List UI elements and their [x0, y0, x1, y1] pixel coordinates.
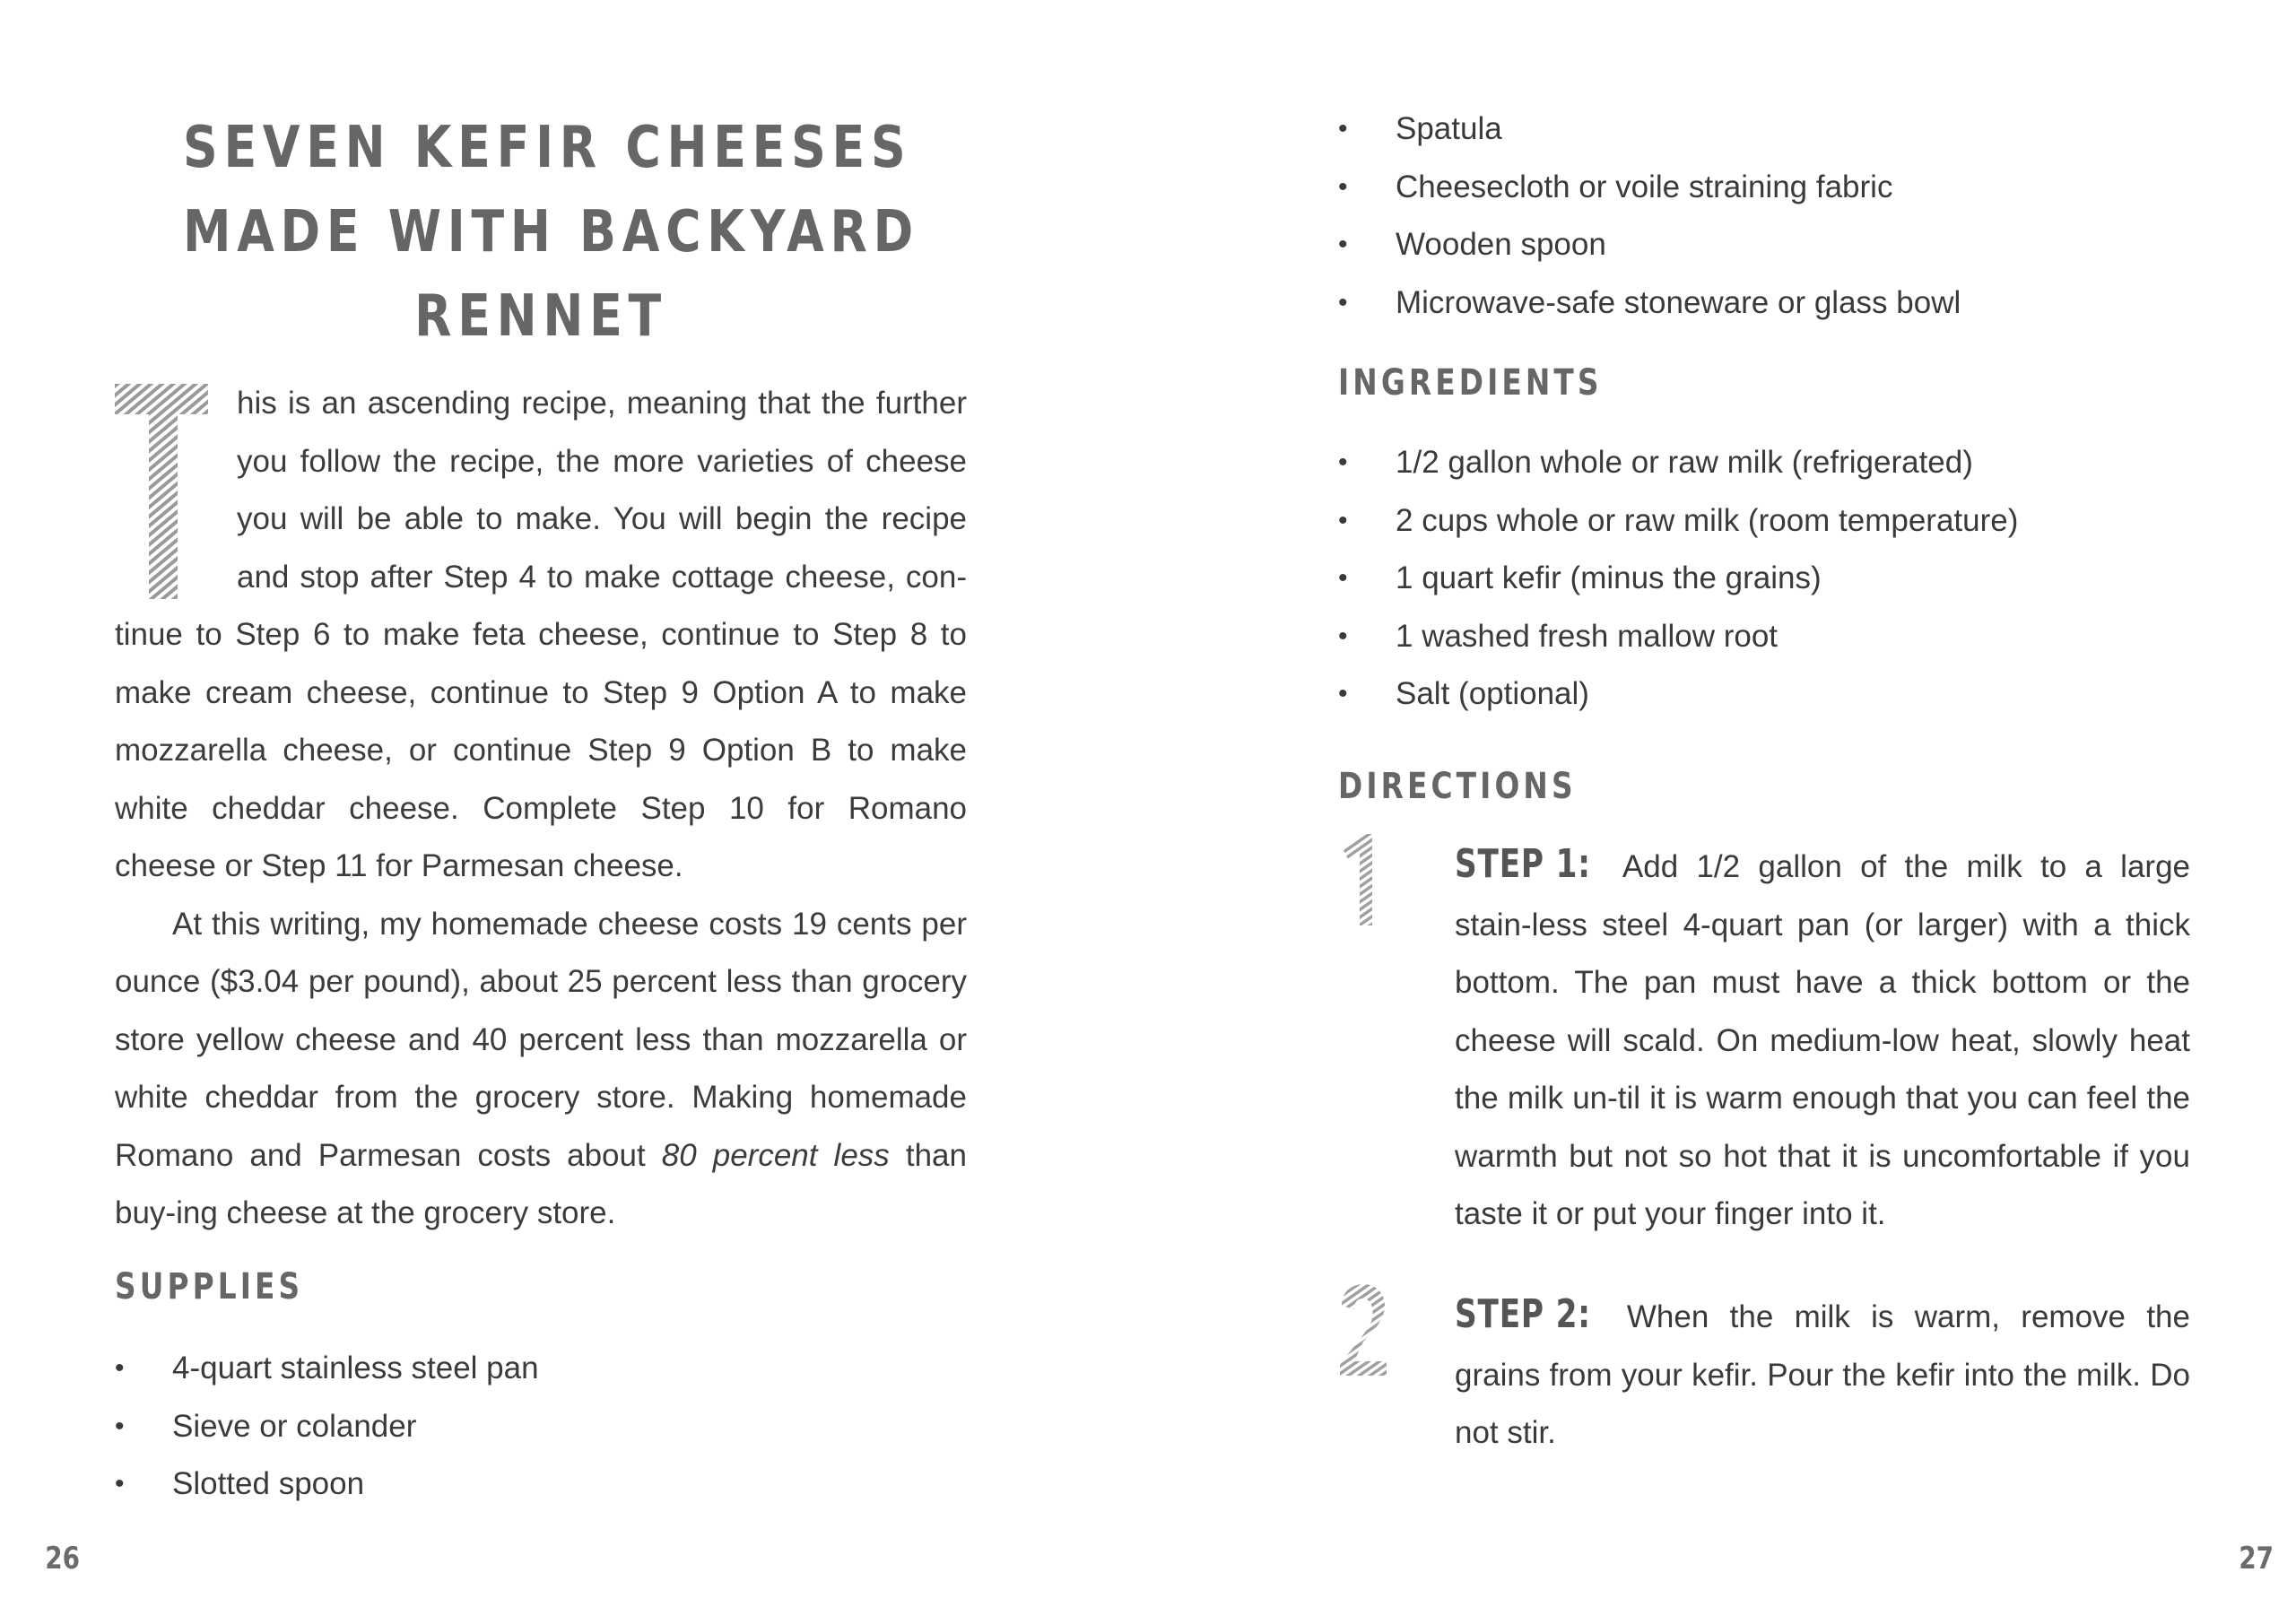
intro-first-line: his is an ascending recipe, meaning that the further [237, 386, 967, 421]
list-item: • Sieve or colander [115, 1398, 539, 1456]
intro-line: and stop after Step 4 to make cottage cheese, con- [237, 559, 967, 595]
bullet-icon: • [1338, 287, 1348, 317]
cost-text-before: At this writing, my homemade cheese costs 19 cents per ounce ($3.04 per pound), about 25 percent less than grocery store yellow cheese and 40 percent less than mozzarella or white cheddar from the grocery store. Making homemade Romano and Parmesan costs about [115, 906, 967, 1173]
step-2-paragraph [1455, 1286, 2190, 1463]
supplies-heading: SUPPLIES [115, 1266, 304, 1307]
step-2 [1455, 1286, 2190, 1463]
bullet-icon: • [1338, 621, 1348, 651]
step-2-text: When the milk is warm, remove the grains from your kefir. Pour the kefir into the milk. Do not stir. [1455, 1299, 2190, 1450]
step-1 [1455, 836, 2190, 1244]
bullet-icon: • [1338, 171, 1348, 202]
step-2-numeral-icon [1336, 1282, 1390, 1379]
cost-text-after: than buy-ing cheese at the grocery store. [115, 1137, 967, 1230]
step-2-label: STEP 2: [1455, 1291, 1591, 1337]
cost-paragraph [115, 896, 967, 1243]
page-number-left: 26 [45, 1541, 81, 1577]
ingredients-heading: INGREDIENTS [1338, 362, 1603, 404]
list-item: • 1 quart kefir (minus the grains) [1338, 550, 2018, 608]
step-1-numeral-icon [1336, 832, 1390, 929]
page-title [183, 106, 919, 359]
bullet-icon: • [115, 1353, 125, 1383]
intro-line: you will be able to make. You will begin the recipe [237, 501, 967, 536]
title-line-1: SEVEN KEFIR CHEESES [183, 115, 912, 181]
list-item: • Cheesecloth or voile straining fabric [1338, 159, 1961, 217]
bullet-icon: • [1338, 505, 1348, 535]
supplies-list [115, 1340, 539, 1514]
page-number-right: 27 [2239, 1541, 2274, 1577]
step-1-label: STEP 1: [1455, 841, 1591, 887]
directions-heading: DIRECTIONS [1338, 766, 1577, 807]
list-item: • 2 cups whole or raw milk (room temperature) [1338, 492, 2018, 551]
intro-line: you follow the recipe, the more varieties of cheese [237, 443, 967, 479]
step-1-text: Add 1/2 gallon of the milk to a large stain-less steel 4-quart pan (or larger) with a thick bottom. The pan must have a thick bottom or the cheese will scald. On medium-low heat, slowly heat the milk un-til it is warm enough that you can feel the warmth but not so hot that it is uncomfortable if you taste it or put your finger into it. [1455, 849, 2191, 1231]
list-item: • Slotted spoon [115, 1455, 539, 1514]
cost-text-italic: 80 percent less [661, 1137, 890, 1173]
ingredients-list [1338, 434, 2018, 724]
intro-paragraph-rest: tinue to Step 6 to make feta cheese, continue to Step 8 to make cream cheese, continue to Step 9 Option A to make mozzarella cheese, or continue Step 9 Option B to make white cheddar cheese. Complete Step 10 for Romano cheese or Step 11 for Parmesan cheese. [115, 617, 967, 883]
bullet-icon: • [1338, 114, 1348, 143]
bullet-icon: • [1338, 679, 1348, 708]
list-item: • Spatula [1338, 100, 1961, 159]
title-line-3: RENNET [414, 283, 667, 350]
title-line-2: MADE WITH BACKYARD [183, 199, 919, 265]
intro-section [115, 375, 967, 1243]
list-item: • 1 washed fresh mallow root [1338, 608, 2018, 666]
bullet-icon: • [115, 1469, 125, 1498]
step-1-paragraph [1455, 836, 2190, 1244]
bullet-icon: • [1338, 563, 1348, 593]
list-item: • Wooden spoon [1338, 216, 1961, 274]
supplies-continued-list [1338, 100, 1961, 332]
bullet-icon: • [115, 1411, 125, 1441]
bullet-icon: • [1338, 230, 1348, 259]
list-item: • 4-quart stainless steel pan [115, 1340, 539, 1398]
list-item: • 1/2 gallon whole or raw milk (refrigerated) [1338, 434, 2018, 492]
bullet-icon: • [1338, 447, 1348, 477]
dropcap-t-icon [115, 384, 208, 599]
list-item: • Salt (optional) [1338, 665, 2018, 724]
list-item: • Microwave-safe stoneware or glass bowl [1338, 274, 1961, 333]
